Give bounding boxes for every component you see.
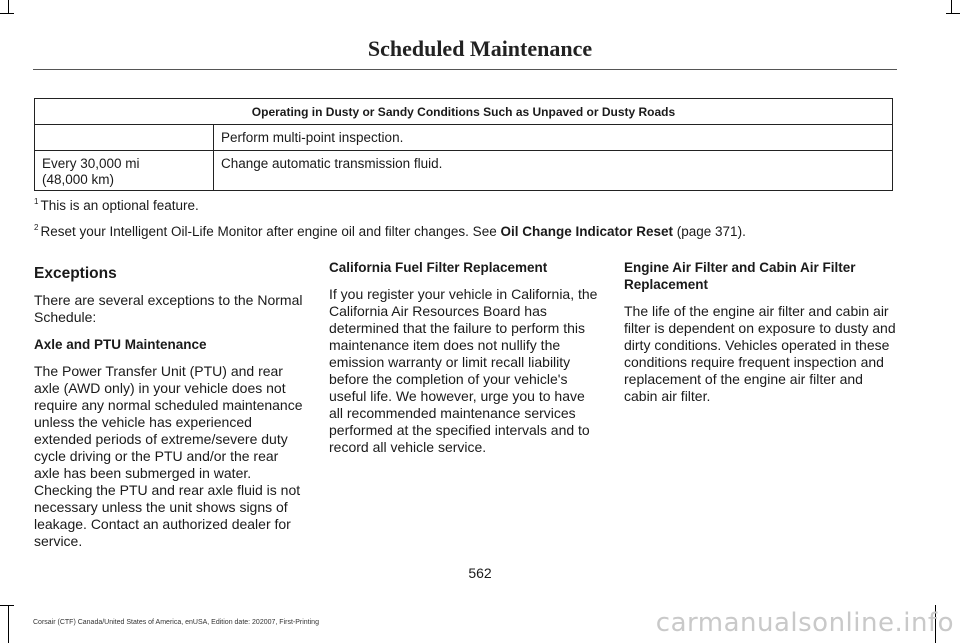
footer-edition: Corsair (CTF) Canada/United States of America, enUSA, Edition date: 202007, First-Printing: [33, 619, 319, 626]
crop-mark: [0, 13, 14, 14]
action-cell: Change automatic transmission fluid.: [214, 151, 893, 191]
interval-cell: Every 30,000 mi (48,000 km): [35, 151, 214, 191]
footnote: [34, 224, 746, 239]
maintenance-table: [34, 98, 893, 191]
footnote-mark: 1: [34, 197, 39, 206]
footnote-mark: 2: [34, 223, 39, 232]
footnote-text: This is an optional feature.: [40, 198, 199, 213]
exceptions-heading: Exceptions: [34, 265, 117, 282]
header-divider: [33, 69, 897, 70]
page-title: Scheduled Maintenance: [367, 36, 593, 61]
cross-reference-link[interactable]: Oil Change Indicator Reset: [500, 224, 674, 239]
action-cell: Perform multi-point inspection.: [214, 125, 893, 151]
exceptions-intro: There are several exceptions to the Normal Schedule:: [34, 292, 303, 325]
crop-mark: [951, 0, 952, 14]
interval-cell: [35, 125, 214, 151]
table-row: [35, 151, 893, 191]
axle-ptu-body: The Power Transfer Unit (PTU) and rear axle (AWD only) in your vehicle does not require any normal scheduled maintenance unless the vehicle has experienced extended periods of extreme/severe duty cycle driving or the PTU and/or the rear axle has been submerged in water. Checking the PTU and rear axle fluid is not necessary unless the unit shows signs of leakage. Contact an authorized dealer for service.: [34, 363, 303, 549]
middle-column: [329, 259, 601, 466]
crop-mark: [8, 605, 9, 643]
watermark: carmanualsonline.info: [655, 608, 954, 638]
fuel-filter-body: If you register your vehicle in California, the California Air Resources Board has determined that the failure to perform this maintenance item does not nullify the emission warranty or limit recall liability before the completion of your vehicle's useful life. We however, urge you to have all recommended maintenance services performed at the specified intervals and to record all vehicle service.: [329, 286, 598, 455]
table-heading: Operating in Dusty or Sandy Conditions Such as Unpaved or Dusty Roads: [35, 99, 893, 125]
air-filter-body: The life of the engine air filter and cabin air filter is dependent on exposure to dusty and dirty conditions. Vehicles operated in these conditions require frequent inspection and replacement of the engine air filter and cabin air filter.: [624, 303, 896, 404]
footnote-page-ref: (page 371).: [673, 224, 746, 239]
crop-mark: [946, 13, 960, 14]
left-column: [34, 265, 306, 560]
axle-ptu-heading: Axle and PTU Maintenance: [34, 337, 207, 352]
fuel-filter-heading: California Fuel Filter Replacement: [329, 260, 548, 275]
crop-mark: [8, 0, 9, 14]
table-header-row: [35, 99, 893, 125]
page-number: 562: [468, 565, 492, 581]
table-row: [35, 125, 893, 151]
footnote: [34, 198, 199, 213]
crop-mark: [0, 605, 14, 606]
footnote-text: Reset your Intelligent Oil-Life Monitor after engine oil and filter changes. See: [40, 224, 501, 239]
right-column: [624, 259, 896, 415]
air-filter-heading: Engine Air Filter and Cabin Air Filter Replacement: [624, 260, 856, 292]
